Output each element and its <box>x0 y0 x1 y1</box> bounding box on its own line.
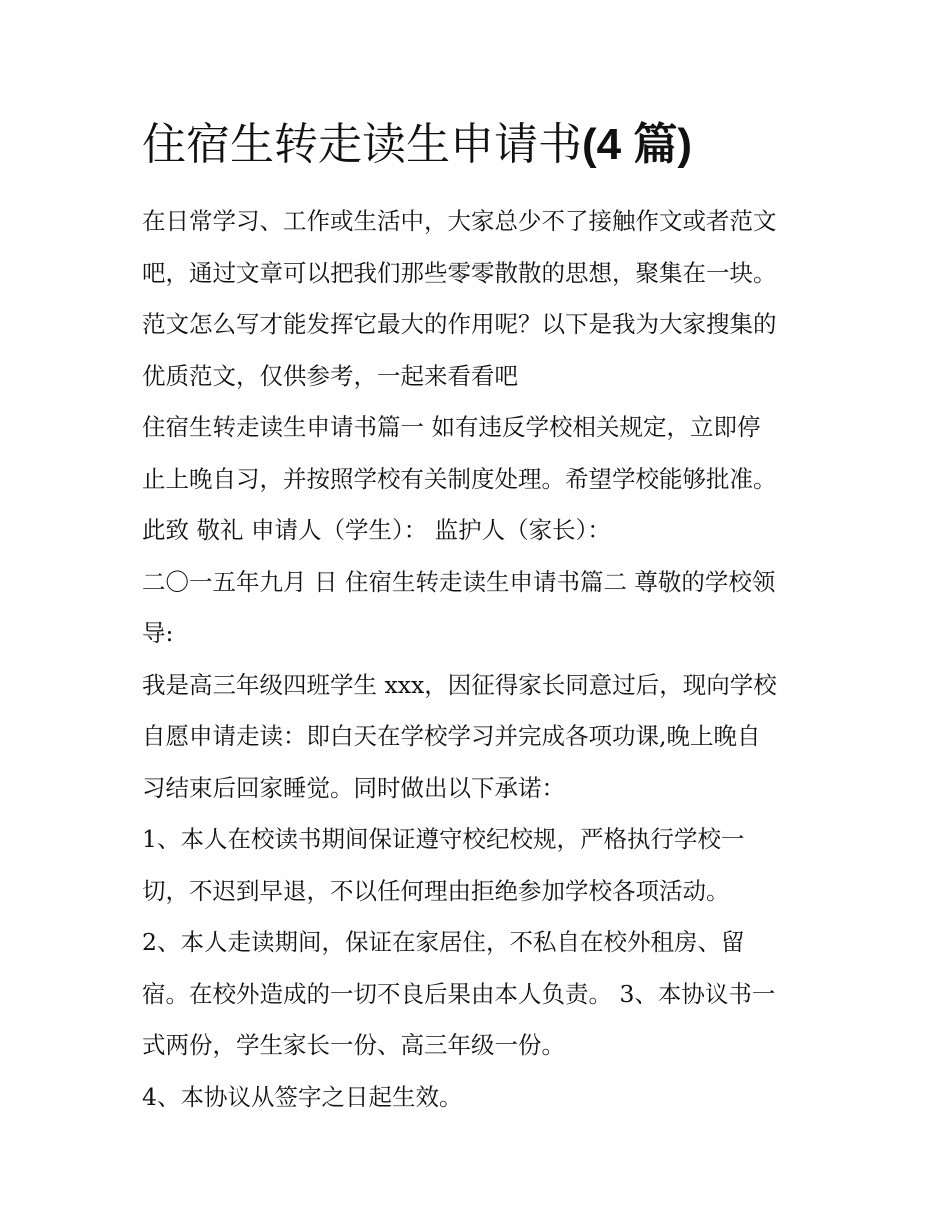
body-line: 式两份，学生家长一份、高三年级一份。 <box>142 1031 565 1059</box>
body-line: 自愿申请走读：即白天在学校学习并完成各项功课,晚上晚自 <box>142 722 761 750</box>
body-line: 切，不迟到早退，不以任何理由拒绝参加学校各项活动。 <box>142 876 730 905</box>
body-line: 导: <box>142 619 174 647</box>
body-line: 止上晚自习，并按照学校有关制度处理。希望学校能够批准。 <box>142 464 777 493</box>
body-line: 我是高三年级四班学生 xxx，因征得家长同意过后，现向学校 <box>142 670 777 699</box>
document-title-suffix: (4 篇) <box>582 120 692 169</box>
body-line: 二〇一五年九月 日 住宿生转走读生申请书篇二 尊敬的学校领 <box>142 567 776 596</box>
body-line: 2、本人走读期间，保证在家居住，不私自在校外租房、留 <box>142 928 745 956</box>
body-line: 4、本协议从签字之日起生效。 <box>142 1082 463 1111</box>
document-title <box>142 112 692 178</box>
body-line: 宿。在校外造成的一切不良后果由本人负责。 3、本协议书一 <box>142 979 776 1008</box>
body-line: 住宿生转走读生申请书篇一 如有违反学校相关规定，立即停 <box>142 413 761 441</box>
body-line: 1、本人在校读书期间保证遵守校纪校规，严格执行学校一 <box>142 825 745 853</box>
body-line: 优质范文，仅供参考，一起来看看吧 <box>142 361 518 390</box>
document-title-main: 住宿生转走读生申请书 <box>142 119 582 170</box>
body-line: 吧，通过文章可以把我们那些零零散散的思想，聚集在一块。 <box>142 258 777 287</box>
body-line: 此致 敬礼 申请人（学生）： 监护人（家长）： <box>142 516 611 544</box>
document-body <box>142 196 832 1123</box>
body-line: 在日常学习、工作或生活中，大家总少不了接触作文或者范文 <box>142 207 777 235</box>
body-line: 习结束后回家睡觉。同时做出以下承诺： <box>142 773 565 802</box>
body-line: 范文怎么写才能发挥它最大的作用呢？以下是我为大家搜集的 <box>142 310 777 338</box>
